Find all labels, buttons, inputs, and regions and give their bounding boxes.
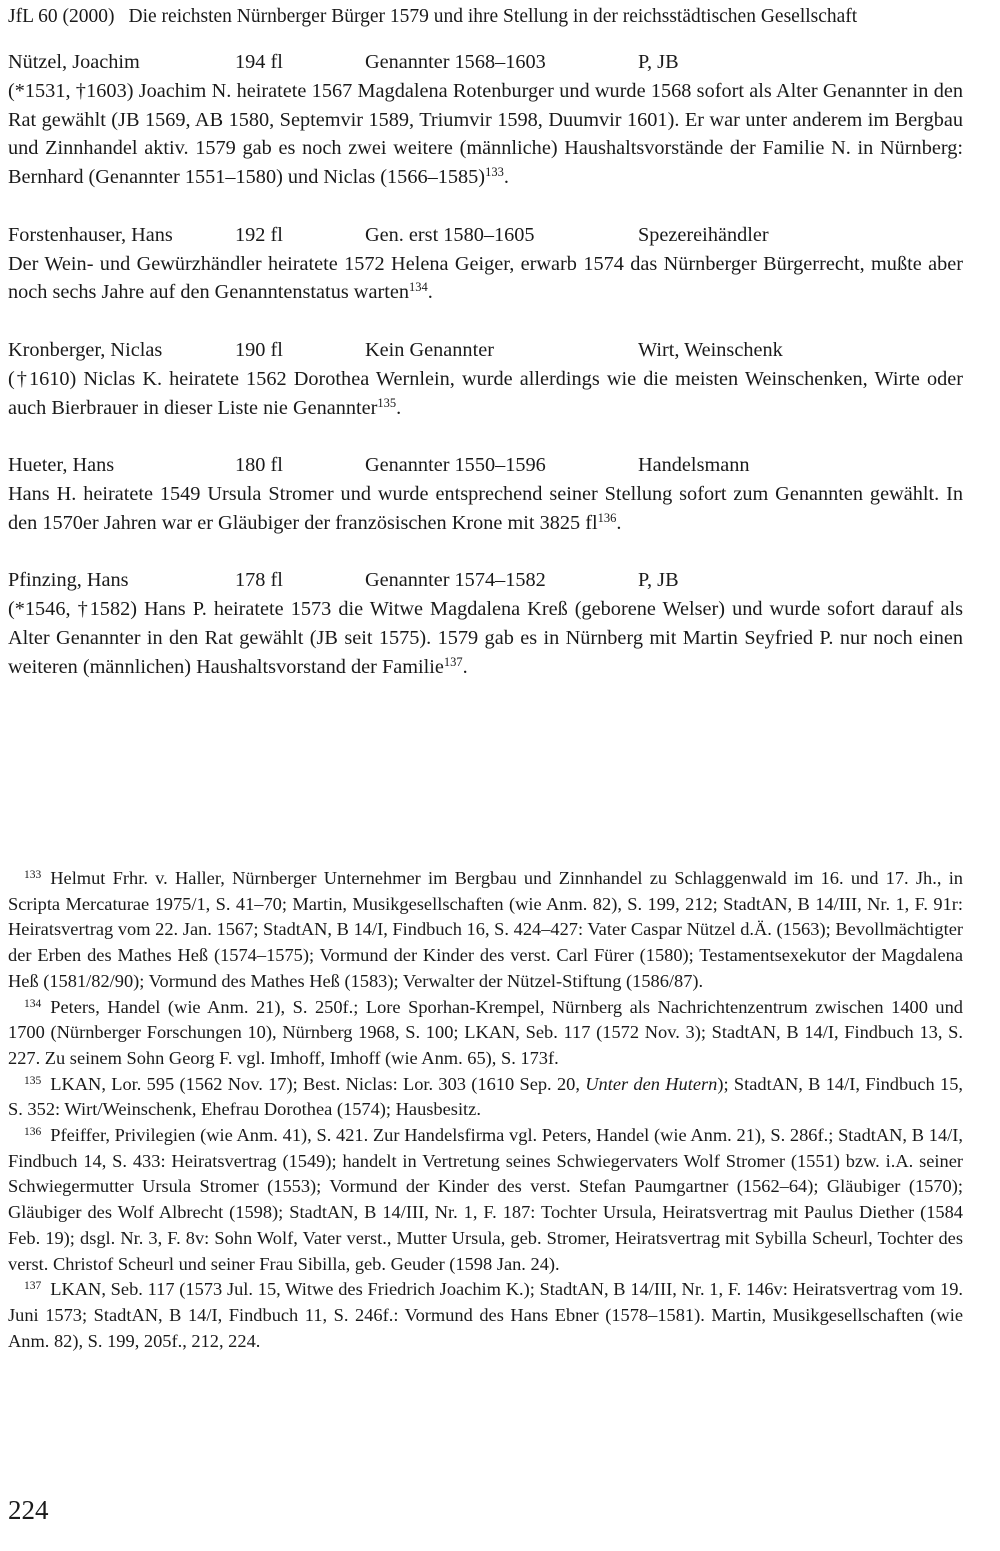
footnote-italic-text: Unter den Hutern [585, 1073, 718, 1094]
entry-status: Genannter 1550–1596 [365, 454, 546, 477]
entry-header [8, 48, 963, 77]
footnote-137 [8, 1277, 963, 1354]
entry-amount: 178 fl [235, 569, 283, 592]
entry-nuetzel [8, 48, 963, 192]
entry-header [8, 336, 963, 365]
entry-name: Pfinzing, Hans [8, 569, 129, 592]
entry-header [8, 451, 963, 480]
footnotes [8, 866, 963, 1354]
entry-text: Der Wein- und Gewürzhändler heiratete 1572 Helena Geiger, erwarb 1574 das Nürnberger Bürgerrecht, mußte aber noch sechs Jahre auf den Genanntenstatus warten$^{134}$. [8, 252, 963, 304]
entry-text: (*1531, †1603) Joachim N. heiratete 1567 Magdalena Rotenburger und wurde 1568 sofort als Alter Genannter in den Rat gewählt (JB 1569, AB 1580, Septemvir 1589, Triumvir 1598, Duumvir 1601). Er war unter anderem im Bergbau und Zinnhandel aktiv. 1579 gab es noch zwei weitere (männliche) Haushaltsvorstände der Familie N. in Nürnberg: Bernhard (Genannter 1551–1580) und Niclas (1566–1585)$^{133}$. [8, 79, 963, 189]
entry-body: (*1531, †1603) Joachim N. heiratete 1567 Magdalena Rotenburger und wurde 1568 sofort als Alter Genannter in den Rat gewählt (JB 1569, AB 1580, Septemvir 1589, Triumvir 1598, Duumvir 1601). Er war unter anderem im Bergbau und Zinnhandel aktiv. 1579 gab es noch zwei weitere (männliche) Haushaltsvorstände der Familie N. in Nürnberg: Bernhard (Genannter 1551–1580) und Niclas (1566–1585) [8, 79, 963, 189]
entry-text: (*1546, †1582) Hans P. heiratete 1573 die Witwe Magdalena Kreß (geborene Welser) und wurde sofort darauf als Alter Genannter in den Rat gewählt (JB seit 1575). 1579 gab es in Nürnberg mit Martin Seyfried P. nur noch einen weiteren (männlichen) Haushaltsvorstand der Familie$^{137}$. [8, 598, 963, 678]
footnote-number: 134 [24, 997, 42, 1010]
entry-amount: 192 fl [235, 223, 283, 246]
journal-citation: JfL 60 (2000) [8, 6, 115, 27]
entry-amount: 194 fl [235, 51, 283, 73]
footnote-number: 135 [24, 1074, 42, 1087]
entry-body: Hans H. heiratete 1549 Ursula Stromer und wurde entsprechend seiner Stellung sofort zum Genannten gewählt. In den 1570er Jahren war er Gläubiger der französischen Krone mit 3825 fl [8, 482, 963, 534]
entry-status: Genannter 1574–1582 [365, 569, 546, 592]
footnote-text-end: ); StadtAN, B 14/I, Findbuch 15, S. 352: Wirt/Weinschenk, Ehefrau Dorothea (1574); Hausbesitz. [8, 1073, 963, 1120]
entry-body: (†1610) Niclas K. heiratete 1562 Dorothea Wernlein, wurde allerdings wie die meisten Weinschenken, Wirte oder auch Bierbrauer in dieser Liste nie Genannter [8, 367, 963, 419]
entry-forstenhauser [8, 221, 963, 307]
entry-role: P, JB [638, 51, 679, 73]
entry-name: Nützel, Joachim [8, 51, 140, 73]
footnote-number: 133 [24, 869, 42, 881]
article-title: Die reichsten Nürnberger Bürger 1579 und ihre Stellung in der reichsstädtischen Gesellschaft [128, 6, 858, 27]
footnote-ref: 133 [485, 165, 504, 180]
entry-status: Genannter 1568–1603 [365, 51, 546, 73]
entry-body: Der Wein- und Gewürzhändler heiratete 1572 Helena Geiger, erwarb 1574 das Nürnberger Bürgerrecht, mußte aber noch sechs Jahre auf den Genanntenstatus warten [8, 252, 963, 304]
entry-amount: 180 fl [235, 454, 283, 477]
entry-text: (†1610) Niclas K. heiratete 1562 Dorothea Wernlein, wurde allerdings wie die meisten Weinschenken, Wirte oder auch Bierbrauer in dieser Liste nie Genannter$^{135}$. [8, 367, 963, 419]
entry-list [8, 48, 963, 710]
footnote-number: 137 [24, 1280, 42, 1293]
entry-header [8, 221, 963, 250]
footnote-ref: 135 [377, 395, 397, 410]
footnote-ref: 137 [443, 654, 463, 669]
page-number: 224 [8, 1495, 49, 1525]
entry-status: Gen. erst 1580–1605 [365, 223, 535, 246]
entry-role: Spezereihändler [638, 223, 769, 246]
entry-role: Handelsmann [638, 454, 750, 477]
entry-amount: 190 fl [235, 338, 283, 361]
footnote-ref: 134 [408, 280, 428, 295]
footnote-text: LKAN, Seb. 117 (1573 Jul. 15, Witwe des Friedrich Joachim K.); StadtAN, B 14/III, Nr. 1, F. 146v: Heiratsvertrag vom 19. Juni 1573; StadtAN, B 14/I, Findbuch 11, S. 246f.: Vormund des Hans Ebner (1578–1581). Martin, Musikgesellschaften (wie Anm. 82), S. 199, 205f., 212, 224. [8, 1279, 963, 1351]
entry-text: Hans H. heiratete 1549 Ursula Stromer und wurde entsprechend seiner Stellung sofort zum Genannten gewählt. In den 1570er Jahren war er Gläubiger der französischen Krone mit 3825 $fl^{136}$. [8, 482, 963, 534]
entry-pfinzing [8, 566, 963, 681]
entry-header [8, 566, 963, 595]
footnote-text: Pfeiffer, Privilegien (wie Anm. 41), S. 421. Zur Handelsfirma vgl. Peters, Handel (wie Anm. 21), S. 286f.; StadtAN, B 14/I, Findbuch 14, S. 433: Heiratsvertrag (1549); handelt in Vertretung seines Schwiegervaters Wolf Stromer (1551) bzw. i.A. seiner Schwiegermutter Ursula Stromer (1553); Vormund der Kinder des verst. Stefan Paumgartner (1562–64); Gläubiger (1570); Gläubiger des Wolf Albrecht (1598); StadtAN, B 14/III, Nr. 1, F. 187: Tochter Ursula, Heiratsvertrag mit Paulus Diether (1584 Feb. 19); dsgl. Nr. 3, F. 8v: Sohn Wolf, Vater verst., Mutter Ursula, geb. Stromer, Heiratsvertrag mit Sybilla Scheurl, Tochter des verst. Christof Scheurl und seiner Frau Sibilla, geb. Geuder (1598 Jan. 24). [8, 1125, 963, 1274]
footnote-text: LKAN, Lor. 595 (1562 Nov. 17); Best. Niclas: Lor. 303 (1610 Sep. 20, [50, 1073, 586, 1094]
entry-hueter [8, 451, 963, 537]
entry-name: Kronberger, Niclas [8, 338, 163, 361]
footnote-number: 136 [24, 1126, 42, 1139]
entry-status: Kein Genannter [365, 338, 494, 361]
entry-name: Forstenhauser, Hans [8, 223, 173, 246]
footnote-136 [8, 1123, 963, 1277]
entry-role: Wirt, Weinschenk [638, 338, 783, 361]
footnote-135 [8, 1072, 963, 1123]
running-head [8, 4, 963, 30]
entry-role: P, JB [638, 569, 679, 592]
footnote-text: Helmut Frhr. v. Haller, Nürnberger Unternehmer im Bergbau und Zinnhandel zu Schlaggenwald im 16. und 17. Jh., in Scripta Mercaturae 1975/1, S. 41–70; Martin, Musikgesellschaften (wie Anm. 82), S. 199, 212; StadtAN, B 14/III, Nr. 1, F. 91r: Heiratsvertrag vom 22. Jan. 1567; StadtAN, B 14/I, Findbuch 16, S. 424–427: Vater Caspar Nützel d.Ä. (1563); Bevollmächtigter der Erben des Mathes Heß (1574–1575); Vormund der Kinder des verst. Carl Fürer (1580); Testamentsexekutor der Magdalena Heß (1581/82/90); Vormund des Mathes Heß (1583); Verwalter der Nützel-Stiftung (1586/87). [8, 868, 963, 991]
footnote-134 [8, 995, 963, 1072]
footnote-ref: 136 [597, 510, 617, 525]
footnote-text: Peters, Handel (wie Anm. 21), S. 250f.; Lore Sporhan-Krempel, Nürnberg als Nachrichtenzentrum zwischen 1400 und 1700 (Nürnberger Forschungen 10), Nürnberg 1968, S. 100; LKAN, Seb. 117 (1572 Nov. 3); StadtAN, B 14/I, Findbuch 13, S. 227. Zu seinem Sohn Georg F. vgl. Imhoff, Imhoff (wie Anm. 65), S. 173f. [8, 996, 963, 1068]
entry-name: Hueter, Hans [8, 454, 115, 477]
footnote-133 [8, 866, 963, 995]
entry-kronberger [8, 336, 963, 422]
entry-body: (*1546, †1582) Hans P. heiratete 1573 die Witwe Magdalena Kreß (geborene Welser) und wurde sofort darauf als Alter Genannter in den Rat gewählt (JB seit 1575). 1579 gab es in Nürnberg mit Martin Seyfried P. nur noch einen weiteren (männlichen) Haushaltsvorstand der Familie [8, 598, 963, 678]
